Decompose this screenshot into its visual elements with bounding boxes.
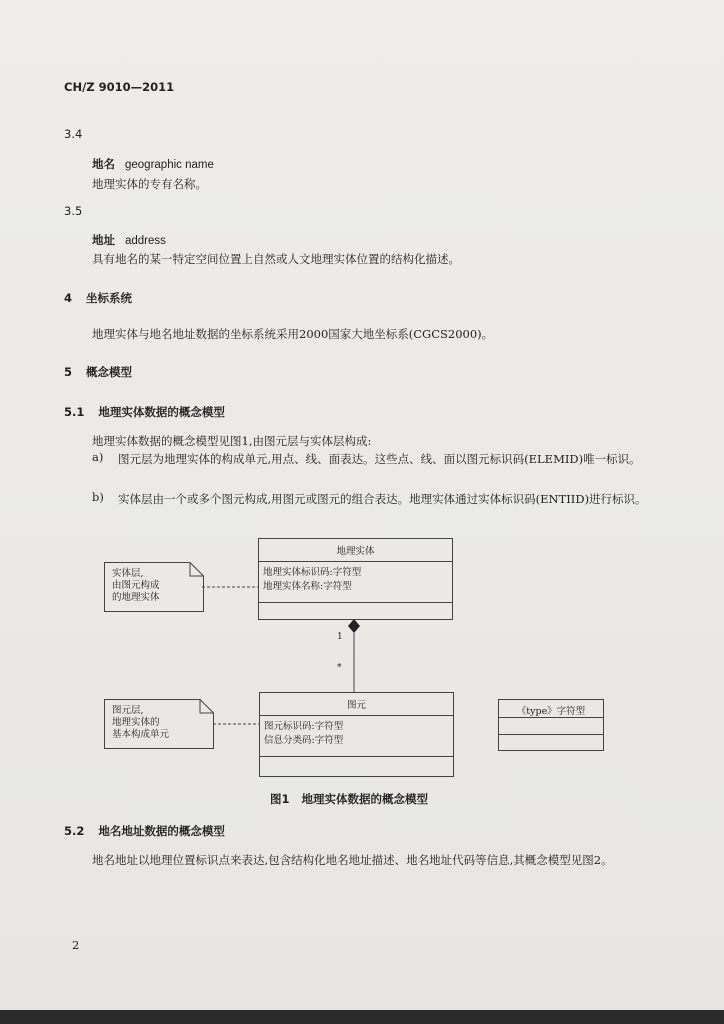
section-3-5-definition: 具有地名的某一特定空间位置上自然或人文地理实体位置的结构化描述。 bbox=[92, 252, 460, 266]
element-layer-note bbox=[104, 699, 214, 749]
section-5-2-number: 5.2 bbox=[64, 824, 85, 838]
section-5-2-title: 地名地址数据的概念模型 bbox=[98, 824, 225, 838]
section-5-2-text: 地名地址以地理位置标识点来表达,包含结构化地名地址描述、地名地址代码等信息,其概念模型见图2。 bbox=[92, 853, 613, 867]
section-4-text: 地理实体与地名地址数据的坐标系统采用2000国家大地坐标系(CGCS2000)。 bbox=[92, 327, 494, 341]
section-5-number: 5 bbox=[64, 365, 73, 379]
entity-layer-note bbox=[104, 562, 204, 612]
element-attribute-1: 图元标识码:字符型 bbox=[264, 721, 344, 732]
list-item-label: a) bbox=[92, 450, 104, 464]
element-class-box bbox=[259, 692, 454, 777]
composition-diamond bbox=[348, 619, 360, 633]
entity-class-box bbox=[258, 538, 453, 620]
element-attribute-2: 信息分类码:字符型 bbox=[264, 735, 344, 746]
entity-attribute-1: 地理实体标识码:字符型 bbox=[263, 567, 362, 578]
scan-bottom-edge bbox=[0, 1010, 724, 1024]
type-class-box bbox=[498, 699, 604, 751]
multiplicity-one: 1 bbox=[337, 632, 343, 642]
entity-attribute-2: 地理实体名称:字符型 bbox=[263, 581, 352, 592]
entity-class-operations bbox=[259, 603, 452, 621]
section-3-5-number: 3.5 bbox=[64, 204, 83, 218]
note-line: 图元层, bbox=[112, 705, 144, 716]
standard-code: CH/Z 9010—2011 bbox=[64, 80, 175, 94]
element-class-operations bbox=[260, 757, 453, 777]
section-5-1-intro: 地理实体数据的概念模型见图1,由图元层与实体层构成: bbox=[92, 434, 372, 448]
term-en: geographic name bbox=[125, 159, 214, 171]
term-en: address bbox=[125, 235, 166, 247]
section-4-title: 坐标系统 bbox=[86, 291, 133, 305]
type-class-attributes bbox=[499, 718, 603, 735]
entity-class-name: 地理实体 bbox=[259, 539, 452, 562]
multiplicity-many: * bbox=[337, 663, 342, 673]
section-5-title: 概念模型 bbox=[86, 365, 133, 379]
section-5-1-title: 地理实体数据的概念模型 bbox=[98, 405, 225, 419]
element-class-name: 图元 bbox=[260, 693, 453, 716]
section-3-4-number: 3.4 bbox=[64, 127, 83, 141]
note-line: 实体层, bbox=[112, 568, 144, 579]
list-item-label: b) bbox=[92, 490, 104, 504]
term-zh: 地名 bbox=[92, 157, 115, 171]
list-item-text: 图元层为地理实体的构成单元,用点、线、面表达。这些点、线、面以图元标识码(ELEMID)唯一标识。 bbox=[118, 452, 641, 466]
section-3-4-definition: 地理实体的专有名称。 bbox=[92, 177, 207, 191]
figure-caption: 图1 地理实体数据的概念模型 bbox=[270, 792, 429, 806]
term-zh: 地址 bbox=[92, 233, 115, 247]
note-line: 地理实体的 bbox=[112, 717, 160, 728]
entity-layer-note-text bbox=[112, 568, 160, 604]
element-layer-note-text bbox=[112, 705, 169, 741]
section-5-1-number: 5.1 bbox=[64, 405, 85, 419]
note-line: 基本构成单元 bbox=[112, 729, 170, 740]
list-item-text: 实体层由一个或多个图元构成,用图元或图元的组合表达。地理实体通过实体标识码(ENTIID)进行标识。 bbox=[118, 492, 647, 506]
entity-class-attributes bbox=[259, 562, 452, 603]
note-line: 的地理实体 bbox=[112, 592, 160, 603]
section-5-2-heading bbox=[64, 823, 225, 839]
element-class-attributes bbox=[260, 716, 453, 757]
type-class-operations bbox=[499, 735, 603, 747]
page-number: 2 bbox=[72, 938, 80, 952]
type-class-name: 《type》字符型 bbox=[499, 700, 603, 718]
section-4-number: 4 bbox=[64, 291, 73, 305]
note-line: 由图元构成 bbox=[112, 580, 160, 591]
